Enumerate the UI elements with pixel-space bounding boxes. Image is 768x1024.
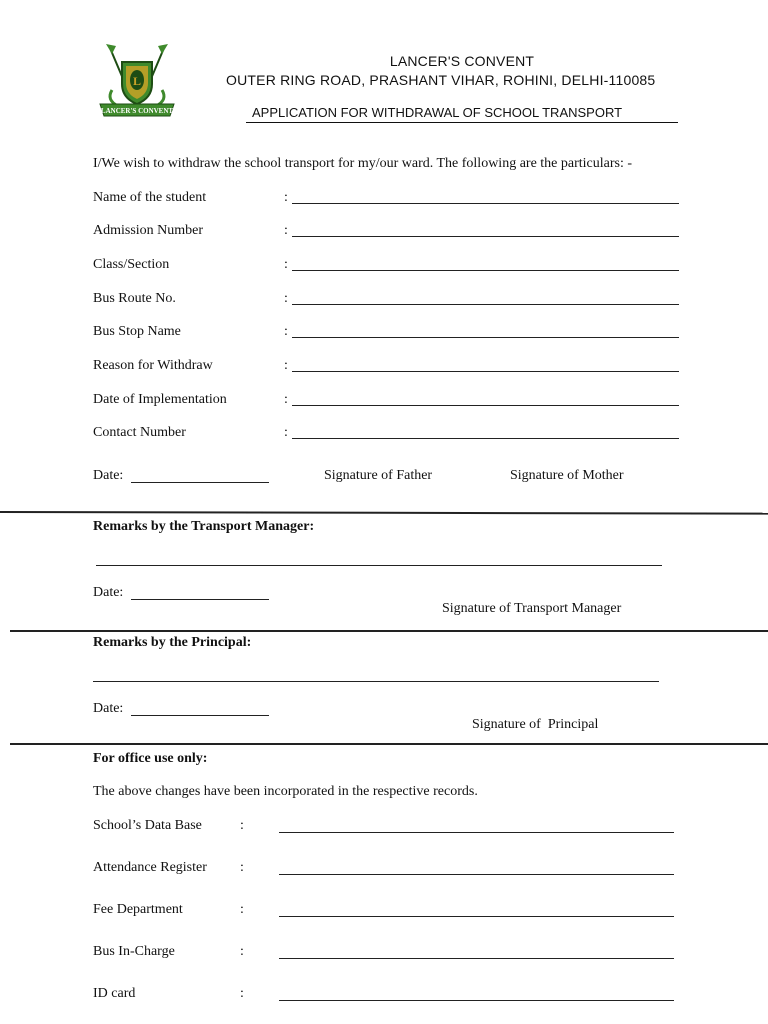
field-blank-line[interactable] [292,236,679,237]
field-label: Contact Number [93,425,186,440]
field-label: Reason for Withdraw [93,358,213,373]
transport-remarks-line[interactable] [96,565,662,566]
field-colon: : [284,223,288,238]
field-colon: : [284,392,288,407]
school-name: LANCER'S CONVENT [389,53,535,69]
record-blank-line[interactable] [279,916,674,917]
record-label: Fee Department [93,902,183,917]
office-use-heading: For office use only: [93,751,208,766]
section-divider [10,630,768,632]
record-colon: : [240,944,244,959]
field-blank-line[interactable] [292,405,679,406]
field-blank-line[interactable] [292,438,679,439]
field-colon: : [284,358,288,373]
mother-signature-label: Signature of Mother [510,468,624,483]
field-blank-line[interactable] [292,371,679,372]
parent-date-label: Date: [93,468,124,483]
section-divider [10,743,768,745]
field-label: Bus Route No. [93,291,176,306]
form-title-text: APPLICATION FOR WITHDRAWAL OF SCHOOL TRANSPORT [252,105,623,120]
svg-text:LANCER'S CONVENT: LANCER'S CONVENT [100,107,174,115]
svg-text:L: L [132,74,142,88]
field-colon: : [284,324,288,339]
principal-remarks-line[interactable] [93,681,659,682]
intro-text: I/We wish to withdraw the school transport for my/our ward. The following are the particulars: - [93,156,633,171]
office-use-statement: The above changes have been incorporated in the respective records. [93,784,478,799]
transport-signature-label: Signature of Transport Manager [442,601,622,616]
field-blank-line[interactable] [292,337,679,338]
form-title [246,104,678,123]
principal-remarks-heading: Remarks by the Principal: [93,635,252,650]
field-colon: : [284,291,288,306]
field-label: Admission Number [93,223,204,238]
father-signature-label: Signature of Father [324,468,433,483]
record-label: Attendance Register [93,860,207,875]
record-colon: : [240,902,244,917]
field-blank-line[interactable] [292,270,679,271]
field-colon: : [284,257,288,272]
record-label: ID card [93,986,136,1001]
principal-date-blank[interactable] [131,715,269,716]
transport-date-label: Date: [93,585,124,600]
record-label: Bus In-Charge [93,944,175,959]
record-blank-line[interactable] [279,958,674,959]
field-label: Name of the student [93,190,207,205]
transport-remarks-heading: Remarks by the Transport Manager: [93,519,315,534]
record-colon: : [240,986,244,1001]
record-blank-line[interactable] [279,832,674,833]
record-blank-line[interactable] [279,1000,674,1001]
principal-signature-label: Signature of Principal [472,717,599,732]
field-colon: : [284,425,288,440]
field-label: Class/Section [93,257,170,272]
record-label: School’s Data Base [93,818,202,833]
record-colon: : [240,818,244,833]
record-colon: : [240,860,244,875]
transport-date-blank[interactable] [131,599,269,600]
school-address: OUTER RING ROAD, PRASHANT VIHAR, ROHINI, DELHI-110085 [226,72,656,88]
principal-date-label: Date: [93,701,124,716]
field-blank-line[interactable] [292,203,679,204]
field-label: Date of Implementation [93,392,227,407]
field-label: Bus Stop Name [93,324,181,339]
section-divider [0,511,768,515]
record-blank-line[interactable] [279,874,674,875]
field-blank-line[interactable] [292,304,679,305]
field-colon: : [284,190,288,205]
parent-date-blank[interactable] [131,482,269,483]
